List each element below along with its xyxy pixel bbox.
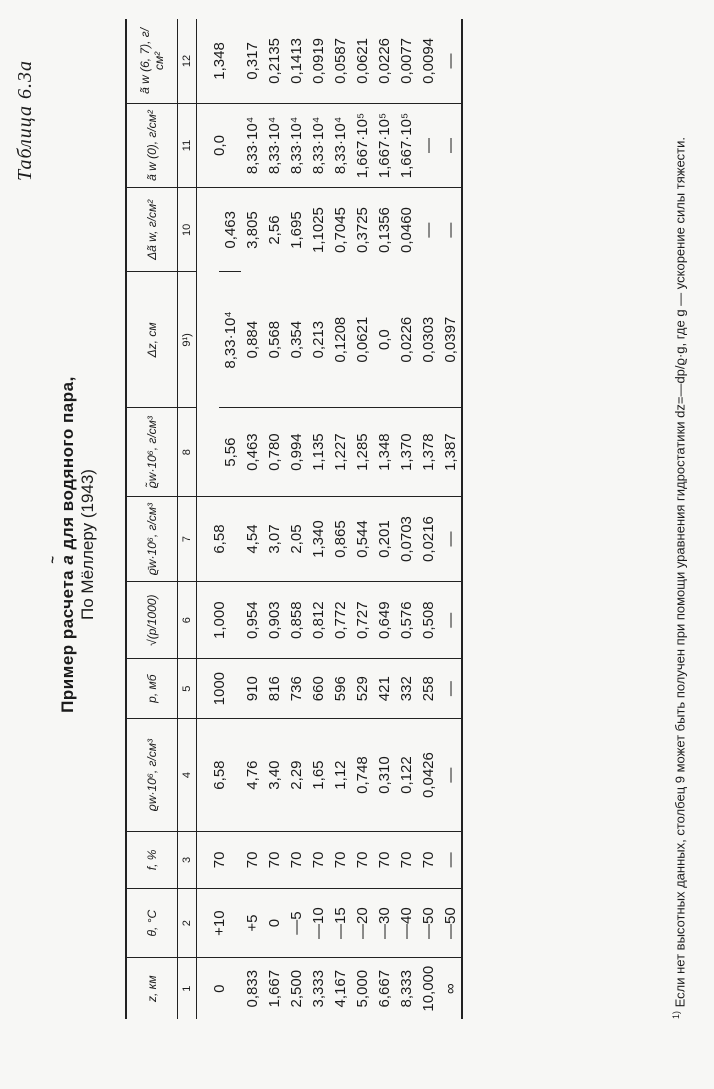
cell-da: 0,0919 [307,19,329,103]
title-line-2: По Мёллеру (1943) [78,469,97,620]
cell-a0: 0,780 [263,408,285,497]
cell-p: 596 [329,659,351,719]
cell-theta: —30 [373,888,395,958]
cell-dz: 8,33·10⁴ [241,103,263,187]
cell-a0: 1,378 [417,408,439,497]
cell-theta: +5 [241,888,263,958]
cell-da: 0,0587 [329,19,351,103]
cell-p: 258 [417,659,439,719]
header-f: f, % [126,831,178,888]
cell-a67: 0,354 [285,272,307,408]
header-a67: ã w (6, 7), г/см² [126,19,178,103]
cell-rho: 2,29 [285,719,307,832]
data-table [125,19,463,1019]
cell-z: 1,667 [263,958,285,1019]
cell-rho_bar: 0,0703 [395,496,417,581]
cell-a0: 1,227 [329,408,351,497]
col-num: 3 [178,831,197,888]
cell-z: 0,833 [241,958,263,1019]
cell-z: 6,667 [373,958,395,1019]
cell-da: 0,0077 [395,19,417,103]
cell-theta: 0 [263,888,285,958]
cell-dz: 8,33·10⁴ [219,272,241,408]
cell-da: 0,463 [219,188,241,272]
cell-sqrt: 0,576 [395,582,417,659]
cell-rho: — [439,719,462,832]
cell-sqrt: 0,508 [417,582,439,659]
cell-dz: 1,667·10⁵ [351,103,373,187]
cell-p: 816 [263,659,285,719]
header-theta: θ, °C [126,888,178,958]
cell-rho-tilde: 0,1356 [373,188,395,272]
cell-rho-tilde: 0,3725 [351,188,373,272]
cell-dz: 8,33·10⁴ [263,103,285,187]
cell-sqrt: 0,772 [329,582,351,659]
col-num: 7 [178,496,197,581]
cell-rho_bar: 0,0216 [417,496,439,581]
cell-a0: 1,348 [373,408,395,497]
cell-f: 70 [263,831,285,888]
cell-f: 70 [241,831,263,888]
cell-a67: 0,884 [241,272,263,408]
cell-sqrt: 1,000 [197,582,242,659]
cell-dz: — [439,103,462,187]
cell-rho_bar: 0,201 [373,496,395,581]
col-num: 10 [178,188,197,272]
cell-p: 736 [285,659,307,719]
cell-rho_bar: 3,07 [263,496,285,581]
cell-da: 0,317 [241,19,263,103]
header-rho-tilde: ϱ̃w·10⁶, г/см³ [126,408,178,497]
cell-rho-tilde: 1,1025 [307,188,329,272]
header-sqrt: √(p/1000) [126,582,178,659]
cell-dz: 8,33·10⁴ [285,103,307,187]
header-row [126,19,178,1019]
col-num: 8 [178,408,197,497]
title-prefix: Пример расчета [58,569,77,713]
cell-dz: 8,33·10⁴ [307,103,329,187]
cell-sqrt: 0,954 [241,582,263,659]
footnote-mark: 1) [671,1010,681,1019]
cell-p: 910 [241,659,263,719]
cell-theta: —50 [417,888,439,958]
cell-f: 70 [351,831,373,888]
cell-rho-tilde: 0,0460 [395,188,417,272]
col-num: 4 [178,719,197,832]
cell-a67: 0,1208 [329,272,351,408]
table-row [197,19,220,1019]
header-rho-bar: ϱ̄w·10⁶, г/см³ [126,496,178,581]
cell-theta: —40 [395,888,417,958]
cell-p: 660 [307,659,329,719]
footnote-text: Если нет высотных данных, столбец 9 может быть получен при помощи уравнения гидростатики dz=—dp/ϱ·g, где g — ускорение силы тяжести. [672,137,688,1008]
cell-sqrt: — [439,582,462,659]
cell-a67: 0,0 [373,272,395,408]
cell-rho: 0,748 [351,719,373,832]
col-num: 2 [178,888,197,958]
cell-da: 0,0226 [373,19,395,103]
cell-f: 70 [285,831,307,888]
cell-theta: —10 [307,888,329,958]
cell-sqrt: 0,858 [285,582,307,659]
cell-p: 1000 [197,659,242,719]
cell-rho-tilde: — [417,188,439,272]
cell-theta: —20 [351,888,373,958]
cell-rho: 0,122 [395,719,417,832]
cell-rho: 4,76 [241,719,263,832]
table-body [197,19,463,1019]
header-p: p, мб [126,659,178,719]
cell-rho: 1,12 [329,719,351,832]
cell-z: 8,333 [395,958,417,1019]
cell-a0: 0,0 [197,103,242,187]
cell-f: 70 [197,831,242,888]
cell-empty [197,188,220,497]
cell-z: 0 [197,958,242,1019]
header-da: Δã w, г/см² [126,188,178,272]
cell-rho: 1,65 [307,719,329,832]
cell-rho_bar: 0,544 [351,496,373,581]
cell-rho_bar: — [439,496,462,581]
cell-rho: 3,40 [263,719,285,832]
cell-theta: —15 [329,888,351,958]
cell-dz: 1,667·10⁵ [373,103,395,187]
title-symbol: ~ a [58,555,78,565]
cell-a0: 0,463 [241,408,263,497]
header-dz: Δz, см [126,272,178,408]
cell-rho: 0,310 [373,719,395,832]
cell-sqrt: 0,903 [263,582,285,659]
cell-a67: 0,0303 [417,272,439,408]
cell-z: 3,333 [307,958,329,1019]
cell-f: 70 [307,831,329,888]
cell-rho-tilde: 2,56 [263,188,285,272]
col-num: 6 [178,582,197,659]
cell-a67: 1,348 [197,19,242,103]
cell-dz: 1,667·10⁵ [395,103,417,187]
cell-rho_bar: 1,340 [307,496,329,581]
table-title [58,0,98,1089]
cell-z: 4,167 [329,958,351,1019]
cell-da: 0,0094 [417,19,439,103]
cell-p: 421 [373,659,395,719]
col-num: 9¹) [178,272,197,408]
table-label: Таблица 6.3a [14,60,36,181]
cell-rho: 6,58 [197,719,242,832]
cell-a67: 0,0621 [351,272,373,408]
cell-dz: — [417,103,439,187]
cell-a67: 0,568 [263,272,285,408]
title-line-1 [58,0,78,1089]
cell-dz: 8,33·10⁴ [329,103,351,187]
col-num: 1 [178,958,197,1019]
cell-rho-tilde: 0,7045 [329,188,351,272]
cell-sqrt: 0,649 [373,582,395,659]
cell-rho_bar: 6,58 [197,496,242,581]
cell-z: 2,500 [285,958,307,1019]
cell-f: 70 [395,831,417,888]
col-num: 11 [178,103,197,187]
col-num: 5 [178,659,197,719]
title-suffix: для водяного пара, [58,376,77,550]
cell-rho_bar: 2,05 [285,496,307,581]
cell-z: 10,000 [417,958,439,1019]
cell-a67: 0,0397 [439,272,462,408]
cell-f: 70 [417,831,439,888]
cell-a0: 0,994 [285,408,307,497]
cell-da: — [439,19,462,103]
cell-theta: +10 [197,888,242,958]
cell-theta: —50 [439,888,462,958]
cell-a0: 1,285 [351,408,373,497]
header-a0: ã w (0), г/см² [126,103,178,187]
cell-f: — [439,831,462,888]
cell-sqrt: 0,727 [351,582,373,659]
cell-da: 0,0621 [351,19,373,103]
cell-rho: 0,0426 [417,719,439,832]
cell-z: 5,000 [351,958,373,1019]
cell-rho-tilde: 1,695 [285,188,307,272]
cell-theta: —5 [285,888,307,958]
header-rho: ϱw·10⁶, г/см³ [126,719,178,832]
cell-da: 0,1413 [285,19,307,103]
header-z: z, км [126,958,178,1019]
cell-da: 0,2135 [263,19,285,103]
col-num: 12 [178,19,197,103]
cell-rho-tilde: — [439,188,462,272]
cell-a0: 1,135 [307,408,329,497]
cell-sqrt: 0,812 [307,582,329,659]
cell-a0: 1,370 [395,408,417,497]
cell-rho-tilde: 5,56 [219,408,241,497]
cell-a67: 0,0226 [395,272,417,408]
cell-a0: 1,387 [439,408,462,497]
cell-p: 529 [351,659,373,719]
cell-rho_bar: 4,54 [241,496,263,581]
cell-f: 70 [329,831,351,888]
cell-a67: 0,213 [307,272,329,408]
cell-p: — [439,659,462,719]
cell-p: 332 [395,659,417,719]
cell-z: ∞ [439,958,462,1019]
cell-rho-tilde: 3,805 [241,188,263,272]
footnote [668,29,688,1019]
cell-rho_bar: 0,865 [329,496,351,581]
cell-f: 70 [373,831,395,888]
column-number-row [178,19,197,1019]
